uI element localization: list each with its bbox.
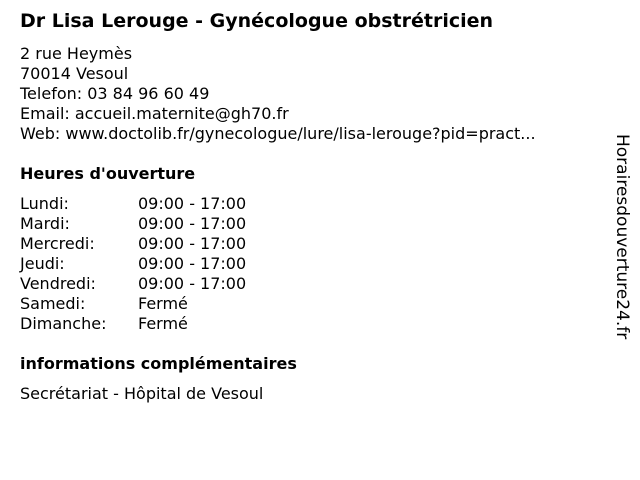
contact-block [20, 44, 536, 144]
web-line: Web: www.doctolib.fr/gynecologue/lure/lisa-lerouge?pid=pract... [20, 124, 536, 143]
hours-row-saturday [20, 294, 246, 314]
hours-row-tuesday [20, 214, 246, 234]
day-label: Lundi: [20, 194, 69, 213]
hours-row-thursday [20, 254, 246, 274]
day-hours: 09:00 - 17:00 [138, 254, 247, 273]
day-hours: Fermé [138, 314, 188, 333]
day-label: Jeudi: [20, 254, 65, 273]
day-label: Samedi: [20, 294, 86, 313]
hours-table [20, 194, 246, 334]
hours-row-friday [20, 274, 246, 294]
day-hours: 09:00 - 17:00 [138, 274, 247, 293]
day-label: Mardi: [20, 214, 70, 233]
address-street: 2 rue Heymès [20, 44, 133, 63]
day-label: Mercredi: [20, 234, 95, 253]
hours-row-sunday [20, 314, 246, 334]
page-title: Dr Lisa Lerouge - Gynécologue obstrétricien [20, 10, 494, 32]
phone-line: Telefon: 03 84 96 60 49 [20, 84, 210, 103]
hours-row-monday [20, 194, 246, 214]
hours-row-wednesday [20, 234, 246, 254]
info-text: Secrétariat - Hôpital de Vesoul [20, 384, 264, 403]
day-hours: 09:00 - 17:00 [138, 194, 247, 213]
email-line: Email: accueil.maternite@gh70.fr [20, 104, 289, 123]
day-label: Dimanche: [20, 314, 107, 333]
day-hours: 09:00 - 17:00 [138, 234, 247, 253]
site-watermark: Horairesdouverture24.fr [612, 134, 632, 340]
hours-heading: Heures d'ouverture [20, 164, 196, 183]
day-label: Vendredi: [20, 274, 96, 293]
address-city: 70014 Vesoul [20, 64, 129, 83]
day-hours: Fermé [138, 294, 188, 313]
info-heading: informations complémentaires [20, 354, 297, 373]
day-hours: 09:00 - 17:00 [138, 214, 247, 233]
